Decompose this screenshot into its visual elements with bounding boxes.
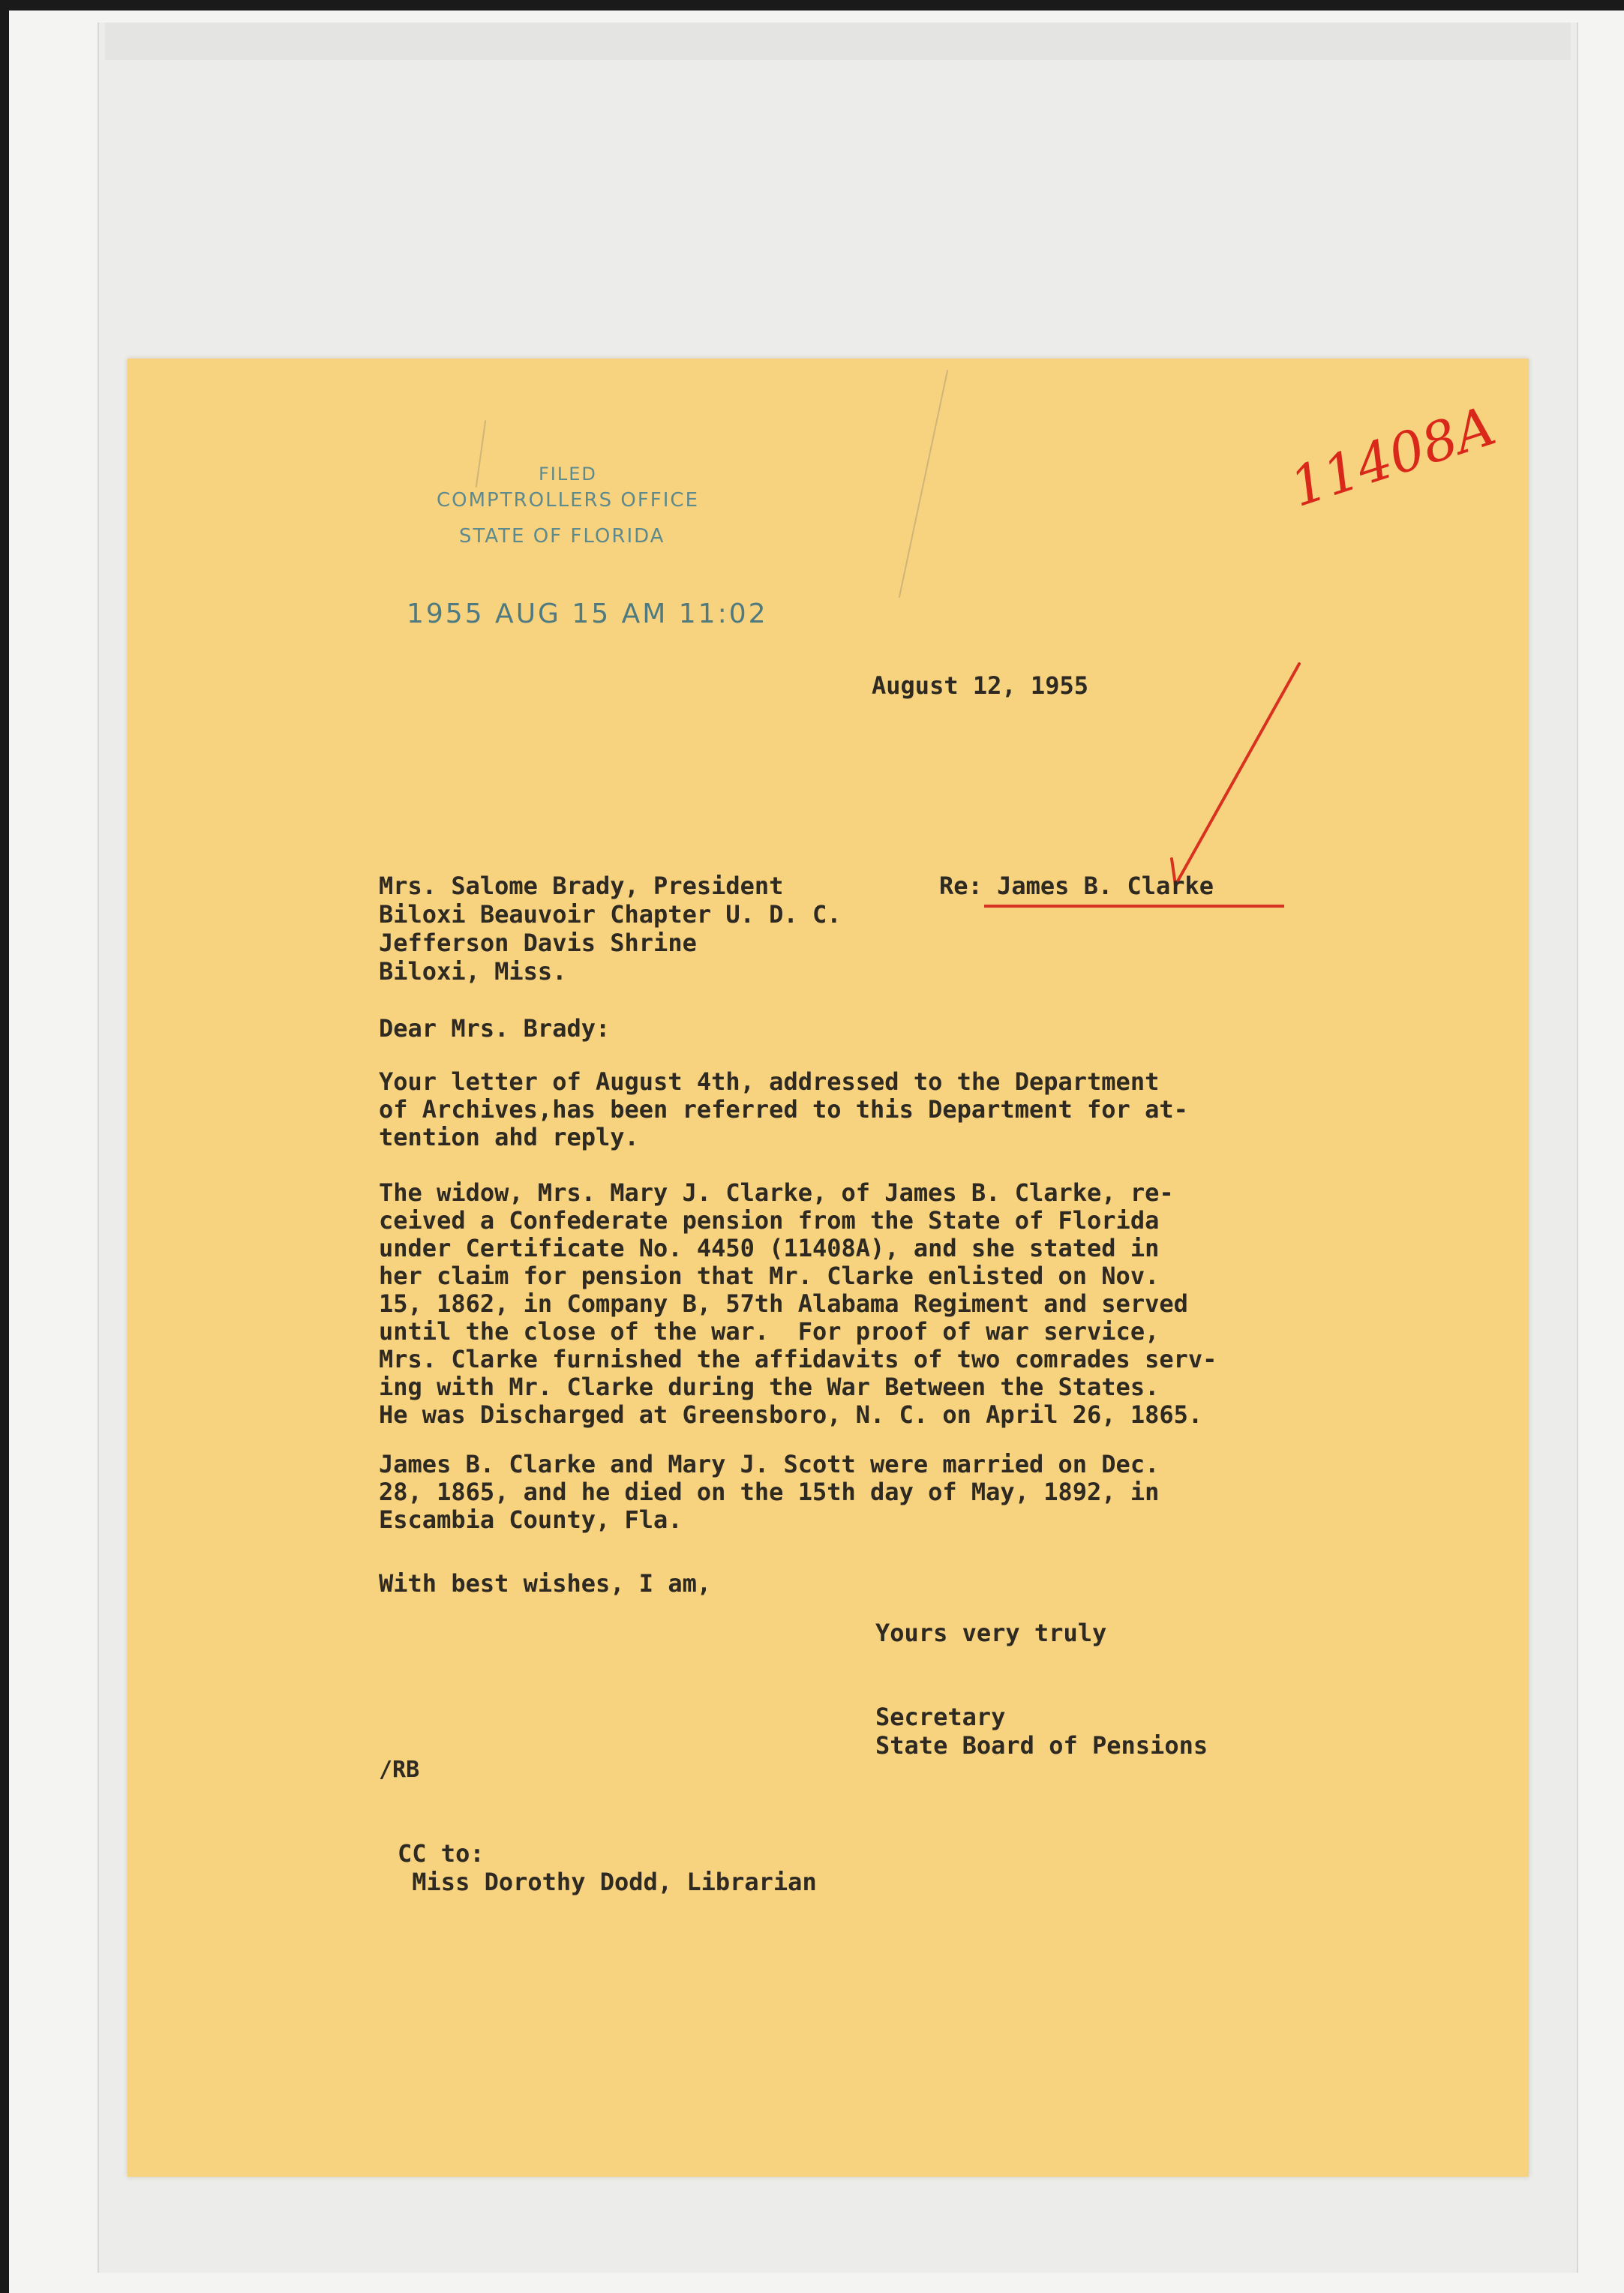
address-line: Biloxi, Miss.	[379, 957, 567, 986]
filed-stamp-line1: FILED	[539, 464, 597, 485]
typist-initials: /RB	[379, 1757, 420, 1783]
signature-block: Secretary State Board of Pensions	[875, 1703, 1208, 1760]
address-line: Jefferson Davis Shrine	[379, 929, 697, 957]
recipient-address	[379, 872, 842, 986]
filed-stamp-line3: STATE OF FLORIDA	[459, 525, 665, 548]
sleeve-top-edge	[105, 23, 1571, 60]
body-paragraph-3: James B. Clarke and Mary J. Scott were married on Dec. 28, 1865, and he died on the 15th day of May, 1892, in Escambia County, Fla.	[379, 1450, 1160, 1534]
letter-date: August 12, 1955	[872, 671, 1088, 700]
body-paragraph-1: Your letter of August 4th, addressed to the Department of Archives,has been referred to this Department for at- tention ahd reply.	[379, 1067, 1188, 1151]
body-paragraph-2: The widow, Mrs. Mary J. Clarke, of James B. Clarke, re- ceived a Confederate pension from the State of Florida under Certificate No. 4450 (11408A), and she stated in her claim for pension that Mr. Clarke enlisted on Nov. 15, 1862, in Company B, 57th Alabama Regiment and served until the close of the war. For proof of war service, Mrs. Clarke furnished the affidavits of two comrades serv- ing with Mr. Clarke during the War Between the States. He was Discharged at Greensboro, N. C. on April 26, 1865.	[379, 1178, 1217, 1429]
red-check-mark	[1164, 660, 1314, 885]
red-underline	[984, 905, 1284, 908]
filed-stamp-line2: COMPTROLLERS OFFICE	[437, 489, 699, 512]
cc-block: CC to: Miss Dorothy Dodd, Librarian	[398, 1839, 817, 1896]
handwritten-file-number: 11408A	[1283, 394, 1503, 519]
closing-line: With best wishes, I am,	[379, 1569, 712, 1598]
address-line: Mrs. Salome Brady, President	[379, 872, 784, 900]
address-line: Biloxi Beauvoir Chapter U. D. C.	[379, 900, 842, 929]
salutation: Dear Mrs. Brady:	[379, 1014, 611, 1043]
scanner-frame-left	[0, 0, 9, 2293]
subject-line: Re: James B. Clarke	[939, 872, 1214, 900]
scanner-frame-top	[0, 0, 1624, 11]
filed-stamp-datetime: 1955 AUG 15 AM 11:02	[407, 599, 768, 629]
complimentary-close: Yours very truly	[875, 1619, 1107, 1647]
